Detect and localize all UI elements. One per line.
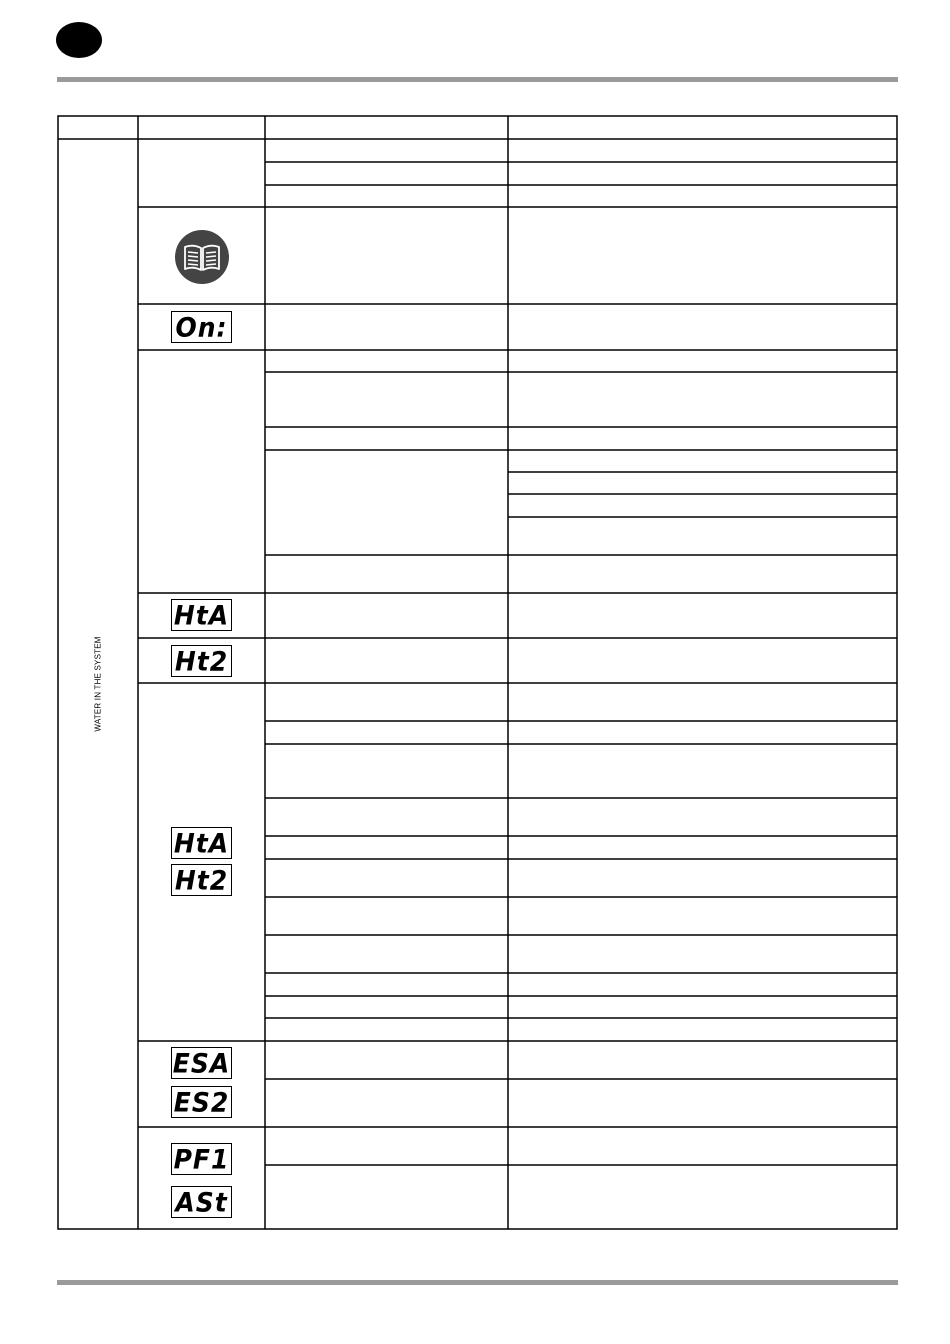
- display-code-text: ES2: [173, 1086, 230, 1118]
- display-code-hta-2: [171, 827, 232, 859]
- display-code-on: [171, 311, 232, 343]
- display-code-text: HtA: [173, 827, 230, 859]
- display-code-text: On:: [175, 311, 228, 343]
- display-code-pf1: [171, 1143, 232, 1175]
- display-code-text: PF1: [173, 1143, 230, 1175]
- display-code-ht2-2: [171, 864, 232, 896]
- display-code-ast: [171, 1186, 232, 1218]
- display-code-text: ASt: [175, 1186, 228, 1218]
- display-code-text: ESA: [172, 1047, 231, 1079]
- display-code-text: HtA: [173, 599, 230, 631]
- book-icon: [175, 230, 229, 284]
- section-label: WATER IN THE SYSTEM: [93, 636, 103, 732]
- display-code-hta: [171, 599, 232, 631]
- display-code-text: Ht2: [174, 645, 229, 677]
- display-code-esa: [171, 1047, 232, 1079]
- display-code-text: Ht2: [174, 864, 229, 896]
- display-code-ht2: [171, 645, 232, 677]
- footer-rule: [57, 1280, 898, 1285]
- display-code-es2: [171, 1086, 232, 1118]
